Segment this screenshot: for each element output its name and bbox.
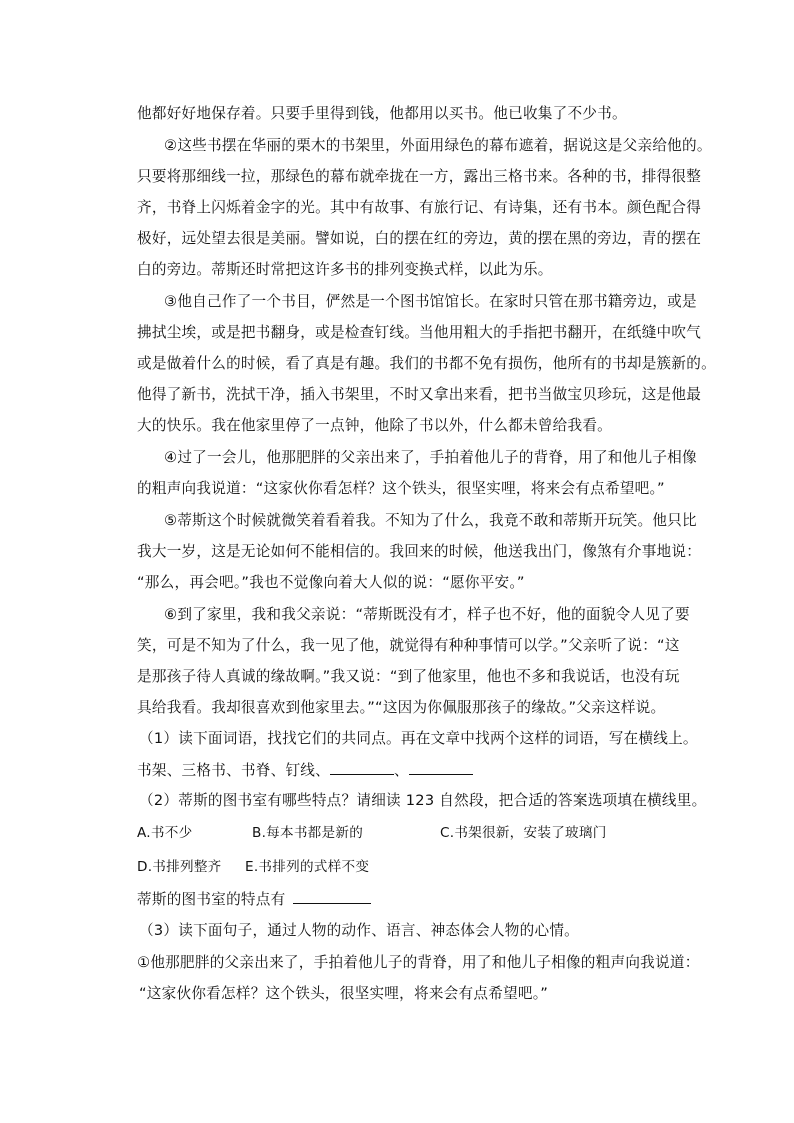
passage-p3-line-1: ③他自己作了一个书目，俨然是一个图书馆馆长。在家时只管在那书籍旁边，或是 — [164, 293, 697, 310]
answer-blank-3[interactable] — [293, 889, 371, 904]
question-2-prompt: （2）蒂斯的图书室有哪些特点？请细读 123 自然段，把合适的答案选项填在横线里。 — [139, 792, 707, 809]
passage-p2-line-5: 白的旁边。蒂斯还时常把这许多书的排列变换式样，以此为乐。 — [137, 261, 553, 278]
passage-p6-line-4: 具给我看。我却很喜欢到他家里去。”“这因为你佩服那孩子的缘故。”父亲这样说。 — [137, 699, 666, 716]
question-3-sentence-line-1: ①他那肥胖的父亲出来了，手拍着他儿子的背脊，用了和他儿子相像的粗声向我说道： — [137, 954, 700, 971]
passage-p2-line-2: 只要将那细线一拉，那绿色的幕布就牵拢在一方，露出三格书来。各种的书，排得很整 — [137, 168, 702, 185]
question-1-word-list: 书架、三格书、书脊、钉线、 — [137, 762, 330, 779]
answer-blank-2[interactable] — [409, 760, 473, 775]
passage-p3-line-5: 大的快乐。我在他家里停了一点钟，他除了书以外，什么都未曾给我看。 — [137, 417, 613, 434]
option-e: E.书排列的式样不变 — [245, 859, 370, 875]
question-1-prompt: （1）读下面词语，找找它们的共同点。再在文章中找两个这样的词语，写在横线上。 — [139, 730, 698, 747]
passage-p5-line-1: ⑤蒂斯这个时候就微笑着看着我。不知为了什么，我竟不敢和蒂斯开玩笑。他只比 — [164, 512, 697, 529]
passage-p5-line-2: 我大一岁，这是无论如何不能相信的。我回来的时候，他送我出门，像煞有介事地说： — [137, 543, 702, 560]
option-a: A.书不少 — [137, 825, 193, 841]
option-b: B.每本书都是新的 — [252, 825, 364, 841]
passage-p6-line-2: 笑，可是不知为了什么，我一见了他，就觉得有种种事情可以学。”父亲听了说：“这 — [137, 637, 680, 654]
question-2-answer — [137, 889, 371, 910]
question-2-answer-label: 蒂斯的图书室的特点有 — [137, 891, 286, 908]
passage-p5-line-3: “那么，再会吧。”我也不觉像向着大人似的说：“愿你平安。” — [137, 574, 525, 591]
option-d: D.书排列整齐 — [137, 859, 222, 875]
passage-p2-line-1: ②这些书摆在华丽的栗木的书架里，外面用绿色的幕布遮着，据说这是父亲给他的。 — [164, 137, 712, 154]
passage-p1-tail: 他都好好地保存着。只要手里得到钱，他都用以买书。他已收集了不少书。 — [137, 105, 627, 122]
passage-p6-line-1: ⑥到了家里，我和我父亲说：“蒂斯既没有才，样子也不好，他的面貌令人见了要 — [164, 606, 690, 623]
passage-p3-line-2: 拂拭尘埃，或是把书翻身，或是检查钉线。当他用粗大的手指把书翻开，在纸缝中吹气 — [137, 324, 702, 341]
passage-p3-line-4: 他得了新书，洗拭干净，插入书架里，不时又拿出来看，把书当做宝贝珍玩，这是他最 — [137, 386, 702, 403]
passage-p4-line-1: ④过了一会儿，他那肥胖的父亲出来了，手拍着他儿子的背脊，用了和他儿子相像 — [164, 449, 697, 466]
question-3-sentence-line-2: “这家伙你看怎样？这个铁头，很坚实哩，将来会有点希望吧。” — [139, 985, 549, 1002]
question-1-words — [137, 760, 473, 781]
passage-p2-line-3: 齐，书脊上闪烁着金字的光。其中有故事、有旅行记、有诗集，还有书本。颜色配合得 — [137, 199, 702, 216]
passage-p4-line-2: 的粗声向我说道：“这家伙你看怎样？这个铁头，很坚实哩，将来会有点希望吧。” — [137, 480, 665, 497]
question-3-prompt: （3）读下面句子，通过人物的动作、语言、神态体会人物的心情。 — [139, 922, 580, 939]
answer-blank-1[interactable] — [330, 760, 394, 775]
question-1-separator: 、 — [393, 762, 409, 779]
passage-p2-line-4: 极好，远处望去很是美丽。譬如说，白的摆在红的旁边，黄的摆在黑的旁边，青的摆在 — [137, 230, 702, 247]
passage-p3-line-3: 或是做着什么的时候，看了真是有趣。我们的书都不免有损伤，他所有的书却是簇新的。 — [137, 355, 716, 372]
option-c: C.书架很新，安装了玻璃门 — [440, 825, 607, 841]
passage-p6-line-3: 是那孩子待人真诚的缘故啊。”我又说：“到了他家里，他也不多和我说话，也没有玩 — [137, 668, 680, 685]
